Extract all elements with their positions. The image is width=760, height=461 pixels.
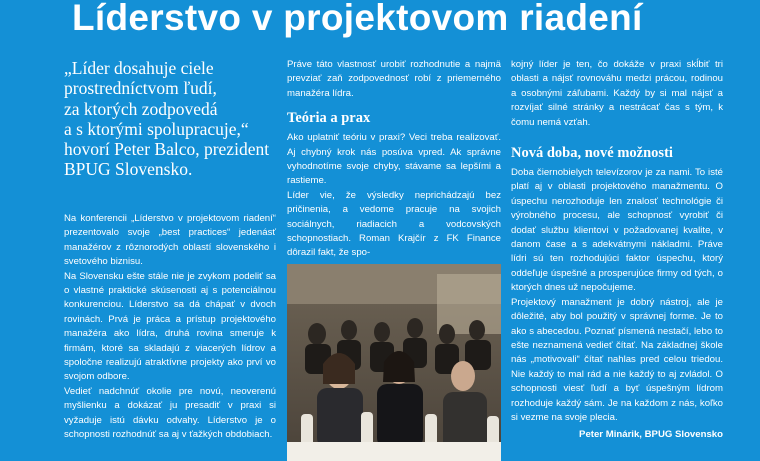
- author-signature: Peter Minárik, BPUG Slovensko: [579, 429, 723, 441]
- paragraph: kojný líder je ten, čo dokáže v praxi skĺbiť tri oblasti a nájsť rovnováhu medzi prácou, rodinou a osobnými záľubami. Každý by si mal nájsť a rozvíjať silné stránky a nestrácať čas s tým, k čomu nemá vzťah.: [511, 59, 723, 128]
- pull-quote: „Líder dosahuje ciele prostredníctvom ľudí, za ktorých zodpovedá a s ktorými spolupracuje,“ hovorí Peter Balco, prezident BPUG Slovensko.: [64, 58, 270, 180]
- paragraph: Na konferencii „Líderstvo v projektovom riadení“ prezentovalo svoje „best practices“ jedenásť manažérov z rôznorodých oblastí slovenského i svetového biznisu.: [64, 213, 276, 268]
- article-title: Líderstvo v projektovom riadení: [72, 0, 643, 38]
- conference-photo-illustration: [287, 264, 501, 461]
- conference-photo: [287, 264, 501, 461]
- column-2: [287, 58, 501, 261]
- paragraph: Doba čiernobielych televízorov je za nami. To isté platí aj v oblasti projektového manažmentu. O úspechu nerozhoduje len znalosť technológie či výrobného procesu, ale schopnosť vyrobiť či dodať službu klientovi v požadovanej kvalite, v danom čase a s adekvátnymi nákladmi. Práve lídri sú ten rozhodujúci faktor úspechu, ktorý oddeľuje úspešné a prosperujúce firmy od tých, o ktorých dnes už nepočujeme.: [511, 167, 723, 294]
- paragraph: Projektový manažment je dobrý nástroj, ale je dôležité, aby bol použitý v správnej forme. Je to ako s abecedou. Poznať písmená nestačí, lebo to ešte neznamená vedieť čítať. Na základnej škole nás „motivovali“ čítať nahlas pred celou triedou. Nie každý to mal rád a nie každý to aj zvládol. O schopnosti viesť ľudí a byť úspešným lídrom rozhoduje každý sám. Je na každom z nás, koľko si vezme na svoje plecia.: [511, 296, 723, 423]
- column-3: [511, 58, 723, 443]
- paragraph: Na Slovensku ešte stále nie je zvykom podeliť sa o vlastné praktické skúsenosti aj s potenciálnou konkurenciou. Líderstvo sa dá chápať v dvoch rovinách. Prvá je práca a prístup projektového manažéra ako lídra, druhá rovina smeruje k firmám, ktoré sa skladajú z viacerých lídrov a spoločne realizujú atraktívne projekty ako prví vo svojom odbore.: [64, 270, 276, 383]
- section-heading-new-era: Nová doba, nové možnosti: [511, 145, 673, 162]
- paragraph: Vedieť nadchnúť okolie pre novú, neoverenú myšlienku a dokázať ju presadiť v praxi si vyžaduje istú dávku odvahy. Líderstvo je o schopnosti rozhodnúť sa aj v ťažkých obdobiach.: [64, 385, 276, 441]
- paragraph: Líder vie, že výsledky neprichádzajú bez pričinenia, a vedome pracuje na svojich sociálnych, riadiacich a vodcovských schopnostiach. Roman Krajčír z FK Finance dôrazil fakt, že spo-: [287, 189, 501, 259]
- section-heading-theory: Teória a prax: [287, 110, 371, 127]
- paragraph: Ako uplatniť teóriu v praxi? Veci treba realizovať. Aj chybný krok nás posúva vpred. Ak správne vyhodnotíme svoje chyby, stávame sa lepšími a rastieme.: [287, 132, 501, 187]
- column-1: [64, 212, 276, 443]
- paragraph: Práve táto vlastnosť urobiť rozhodnutie a najmä prevziať zaň zodpovednosť robí z priemerného manažéra lídra.: [287, 59, 501, 99]
